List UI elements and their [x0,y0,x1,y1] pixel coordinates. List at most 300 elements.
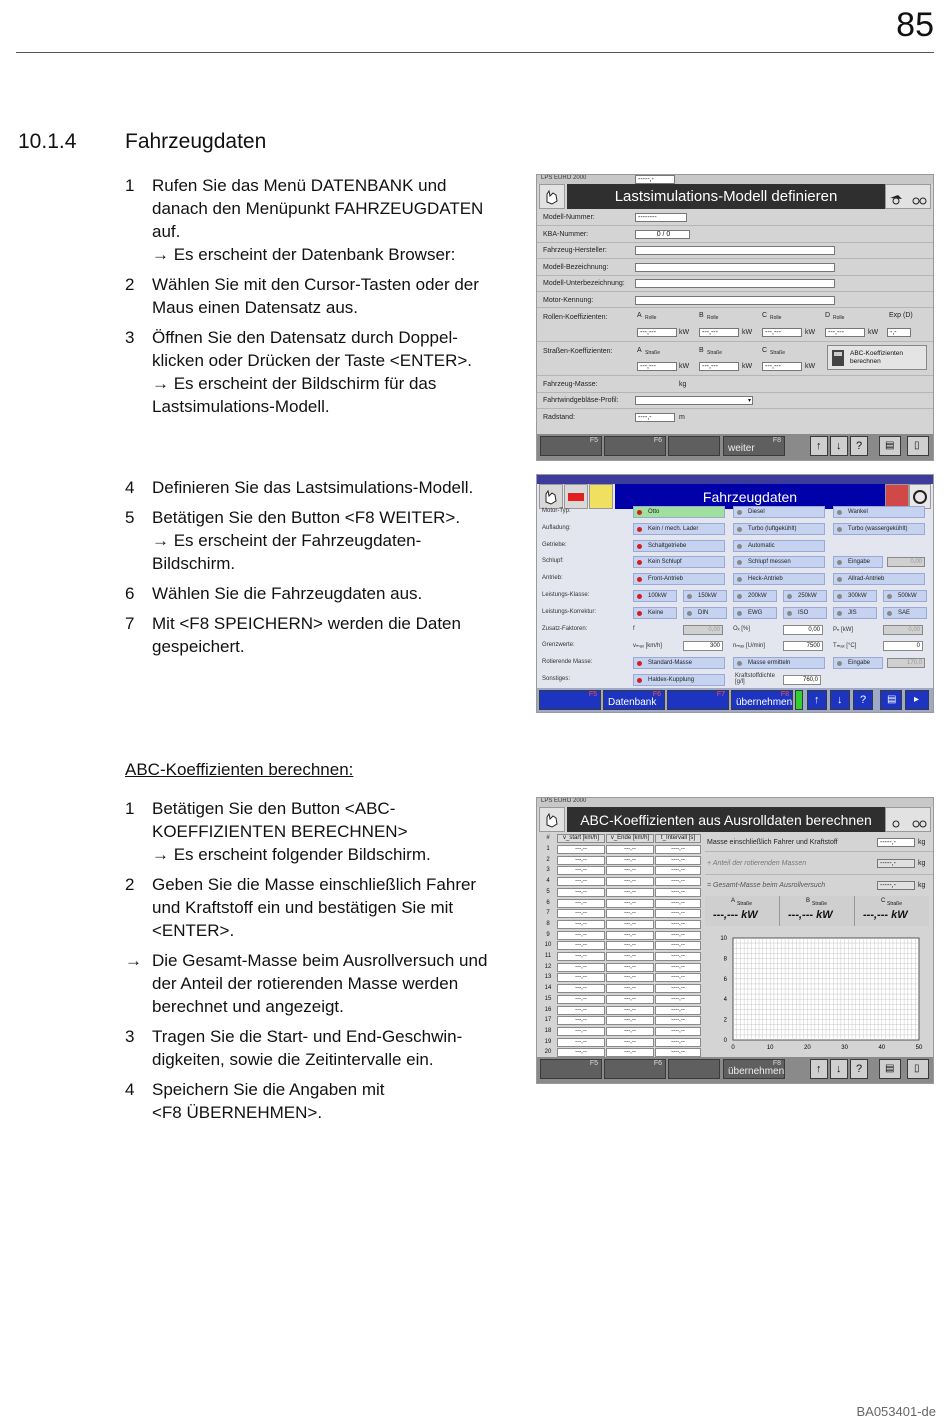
calculator-icon [831,349,845,367]
table-cell[interactable]: ----,-- [655,866,701,875]
option-label: Turbo (wassergekühlt) [848,525,908,532]
table-cell[interactable]: ----,-- [655,856,701,865]
arrow-down-icon[interactable]: ↓ [830,690,850,710]
param-label: Pₙ [kW] [833,626,854,633]
step-item [125,326,520,418]
vehicle-red-icon[interactable] [564,484,588,509]
unit: kW [868,329,879,336]
coef-sub: Straße [812,901,828,907]
unit: kW [679,329,690,336]
option-1-2[interactable] [833,523,925,535]
hersteller-field[interactable] [635,246,835,255]
f5-key[interactable]: F5 [540,436,602,456]
option-0-2[interactable] [833,506,925,518]
row-number: 9 [546,931,550,938]
param-field[interactable]: 0 [883,641,923,651]
table-cell[interactable]: ----,-- [655,909,701,918]
option-4-1[interactable] [733,573,825,585]
step-number: 6 [125,584,135,603]
param-field[interactable]: 0,00 [683,625,723,635]
table-cell[interactable]: ---,-- [606,973,654,982]
unit: kW [742,329,753,336]
param-field[interactable]: 7500 [783,641,823,651]
coef-head: Exp (D) [889,312,913,319]
table-cell[interactable]: ----,-- [655,899,701,908]
radio-indicator [737,577,742,582]
step-item [125,174,520,266]
option-6-1[interactable] [683,607,727,619]
option-5-4[interactable] [833,590,877,602]
arrow-down-icon[interactable]: ↓ [830,1059,848,1079]
row-number: 7 [546,910,550,917]
help-icon[interactable]: ? [850,436,868,456]
x-tick-label: 10 [766,1045,774,1051]
table-cell[interactable]: ---,-- [606,1016,654,1025]
chart-icon[interactable] [589,484,613,509]
table-cell[interactable]: ---,-- [557,952,605,961]
uebernehmen-button[interactable]: F8 übernehmen [731,690,793,710]
row-number: 19 [544,1038,552,1045]
uebernehmen-button[interactable]: F8 übernehmen [723,1059,785,1079]
step-number: 2 [125,875,135,894]
option-5-5[interactable] [883,590,927,602]
option-label: 150kW [698,593,717,599]
step-number: 4 [125,1080,135,1099]
exp-d-field[interactable]: -,- [887,328,911,337]
option-6-0[interactable] [633,607,677,619]
field-label: Fahrzeug-Masse: [543,381,598,388]
vehicle-icon[interactable] [885,807,931,832]
coef-sub: Rolle [707,315,719,321]
radio-indicator [887,611,892,616]
table-cell[interactable]: ----,-- [655,845,701,854]
table-cell[interactable]: ---,-- [606,1038,654,1047]
rolle-b-field[interactable]: ---,--- [699,328,739,337]
hand-icon[interactable] [539,184,565,209]
section-title: Fahrzeugdaten [125,130,267,153]
print-icon[interactable]: ▤ [880,690,902,710]
radio-indicator [837,611,842,616]
table-cell[interactable]: ---,-- [557,1006,605,1015]
table-cell[interactable]: ----,-- [655,1016,701,1025]
step-number: 2 [125,275,135,294]
exit-icon[interactable]: ▯ [907,1059,929,1079]
unit: kg [918,882,926,889]
table-cell[interactable]: ----,-- [655,995,701,1004]
option-label: Keine [648,609,664,616]
option-9-1[interactable] [733,657,825,669]
function-key-bar [537,688,933,712]
f5-key[interactable]: F5 [540,1059,602,1079]
motor-kennung-field[interactable] [635,296,835,305]
hand-icon[interactable] [539,807,565,832]
step-number: 3 [125,1027,135,1046]
radio-indicator [637,560,642,565]
table-cell[interactable]: ---,-- [606,963,654,972]
table-cell[interactable]: ---,-- [606,909,654,918]
radio-indicator [837,594,842,599]
option-6-5[interactable] [883,607,927,619]
option-label: Standard-Masse [648,660,693,667]
table-cell[interactable]: ----,-- [655,931,701,940]
radio-indicator [737,661,742,666]
field-label: Fahrtwindgebläse-Profil: [543,397,619,404]
table-cell[interactable]: ---,-- [557,984,605,993]
table-cell[interactable]: ---,-- [606,920,654,929]
field-label: Motor-Kennung: [543,297,594,304]
table-cell[interactable]: ---,-- [606,866,654,875]
radio-indicator [637,678,642,683]
table-cell[interactable]: ---,-- [606,1048,654,1057]
radio-indicator [787,611,792,616]
coef-head: A [637,347,642,354]
rolle-d-field[interactable]: ---,--- [825,328,865,337]
option-1-1[interactable] [733,523,825,535]
table-cell[interactable]: ----,-- [655,973,701,982]
table-cell[interactable]: ---,-- [557,995,605,1004]
option-5-1[interactable] [683,590,727,602]
table-cell[interactable]: ---,-- [557,856,605,865]
help-icon[interactable]: ? [850,1059,868,1079]
arrow-up-icon[interactable]: ↑ [810,1059,828,1079]
gesamt-masse-field: -----,- [877,881,915,890]
table-cell[interactable]: ---,-- [557,1016,605,1025]
radio-indicator [837,577,842,582]
coef-head: B [699,312,704,319]
f6-key[interactable]: F6 [604,1059,666,1079]
row-label: Motor-Typ: [542,508,571,514]
row-number: 11 [544,953,552,959]
option-2-0[interactable] [633,540,725,552]
chevron-down-icon: ▾ [747,398,751,404]
hand-icon[interactable] [539,484,563,509]
table-cell[interactable]: ---,-- [606,856,654,865]
table-cell[interactable]: ---,-- [606,995,654,1004]
option-label: Schaltgetriebe [648,542,687,549]
strasse-c-field[interactable]: ---,--- [762,362,802,371]
table-cell[interactable]: ---,-- [557,1048,605,1057]
table-cell[interactable]: ---,-- [557,941,605,950]
option-6-4[interactable] [833,607,877,619]
unit: kW [679,363,690,370]
step-item [125,506,520,575]
x-tick-label: 40 [878,1045,886,1051]
step-text: Öffnen Sie den Datensatz durch Doppel- klicken oder Drücken der Taste <ENTER>. → Es erscheint der Bildschirm für das Lastsimulations-Modell. [152,328,472,416]
row-label: Rotierende Masse: [542,659,593,666]
field-label: KBA-Nummer: [543,231,589,238]
radio-indicator [637,544,642,549]
radio-indicator [737,594,742,599]
row-number: 6 [546,899,550,906]
row-number: 4 [546,878,550,885]
value-field[interactable]: 0,00 [887,557,925,567]
fahrzeug-masse-field[interactable]: -----,- [635,175,675,184]
row-number: 1 [546,846,550,852]
step-text: Die Gesamt-Masse beim Ausrollversuch und der Anteil der rotierenden Masse werden berechnet und angezeigt. [152,951,488,1016]
option-0-0[interactable] [633,506,725,518]
step-item [125,476,520,499]
table-cell[interactable]: ----,-- [655,984,701,993]
help-icon[interactable]: ? [853,690,873,710]
print-icon[interactable]: ▤ [879,436,901,456]
arrow-up-icon[interactable]: ↑ [810,436,828,456]
option-5-3[interactable] [783,590,827,602]
row-number: 13 [544,974,552,981]
table-cell[interactable]: ----,-- [655,1048,701,1057]
kba-nummer-field[interactable]: 0 / 0 [635,230,690,239]
param-field[interactable]: 0,00 [883,625,923,635]
table-cell[interactable]: ---,-- [606,888,654,897]
x-tick-label: 0 [731,1045,735,1051]
option-label: Haldex-Kupplung [648,677,695,683]
step-item [125,797,520,866]
coef-b-value: ---,--- kW [788,909,833,921]
section-number: 10.1.4 [18,130,77,153]
vehicle-icon[interactable] [885,184,931,209]
step-number: 4 [125,478,135,497]
option-label: EWG [748,609,763,616]
function-key-bar [537,1057,933,1083]
radio-indicator [837,661,842,666]
window-title: Fahrzeugdaten [615,484,885,509]
table-cell[interactable]: ---,-- [557,973,605,982]
param-field[interactable]: 300 [683,641,723,651]
print-icon[interactable]: ▤ [879,1059,901,1079]
table-cell[interactable]: ----,-- [655,888,701,897]
rollen-label: Rollen-Koeffizienten: [543,314,608,321]
coef-sub: Straße [645,350,661,356]
unit: kW [805,329,816,336]
option-label: Schlupf messen [748,559,791,566]
app-caption: LPS EURO 2000 [541,798,587,804]
row-number: 15 [544,995,552,1002]
step-text: Wählen Sie die Fahrzeugdaten aus. [152,584,423,603]
rolle-a-field[interactable]: ---,--- [637,328,677,337]
step-text: Definieren Sie das Lastsimulations-Modell. [152,478,474,497]
rolle-c-field[interactable]: ---,--- [762,328,802,337]
table-cell[interactable]: ---,-- [557,909,605,918]
strasse-b-field[interactable]: ---,--- [699,362,739,371]
coef-sub: Rolle [770,315,782,321]
radstand-field[interactable]: ----,- [635,413,675,422]
table-cell[interactable]: ---,-- [606,899,654,908]
ausroll-plot [705,930,929,1056]
table-cell[interactable]: ---,-- [606,984,654,993]
field-label: Modell-Bezeichnung: [543,264,609,271]
table-cell[interactable]: ----,-- [655,1038,701,1047]
field-label: Modell-Nummer: [543,214,595,221]
option-4-2[interactable] [833,573,925,585]
table-head: v_start [km/h] [557,834,605,843]
option-label: 100kW [648,593,667,599]
option-5-0[interactable] [633,590,677,602]
radio-indicator [637,661,642,666]
step-text: Betätigen Sie den Button <ABC- KOEFFIZIENTEN BERECHNEN> → Es erscheint folgender Bildschirm. [152,799,431,864]
step-number: 1 [125,799,135,818]
coef-sub: Rolle [833,315,845,321]
coef-sub: Straße [887,901,903,907]
window-title: ABC-Koeffizienten aus Ausrolldaten berechnen [567,807,885,832]
table-cell[interactable]: ---,-- [557,963,605,972]
coef-sub: Rolle [645,315,657,321]
row-number: 5 [546,888,550,895]
page-number: 85 [896,6,934,44]
modell-unterbezeichnung-field[interactable] [635,279,835,288]
steps-group-1 [125,174,520,425]
table-cell[interactable]: ---,-- [557,866,605,875]
arrow-up-icon[interactable]: ↑ [807,690,827,710]
radio-indicator [737,611,742,616]
exit-icon[interactable]: ▯ [907,436,929,456]
table-cell[interactable]: ---,-- [606,941,654,950]
radio-indicator [737,560,742,565]
x-tick-label: 20 [804,1045,811,1051]
step-item [125,273,520,319]
screenshot-abc-ausrolldaten [536,797,934,1084]
option-5-2[interactable] [733,590,777,602]
table-cell[interactable]: ---,-- [606,845,654,854]
option-label: 500kW [898,593,917,599]
option-label: Eingabe [848,559,871,566]
field-label: Fahrzeug-Hersteller: [543,247,607,254]
f6-key[interactable]: F6 [604,436,666,456]
row-number: 2 [546,856,550,863]
f5-key[interactable]: F5 [539,690,601,710]
table-cell[interactable]: ----,-- [655,920,701,929]
step-text: Speichern Sie die Angaben mit <F8 ÜBERNEHMEN>. [152,1080,385,1122]
param-field[interactable]: 0,00 [783,625,823,635]
table-head: t_Intervall [s] [655,834,701,843]
modell-bezeichnung-field[interactable] [635,263,835,272]
table-cell[interactable]: ---,-- [557,1038,605,1047]
step-item [125,582,520,605]
y-tick-label: 2 [723,1017,727,1024]
kraftstoffdichte-field[interactable]: 760,0 [783,675,821,685]
radio-indicator [637,527,642,532]
radio-indicator [737,544,742,549]
masse-fahrer-field[interactable]: -----,- [877,838,915,847]
abc-berechnen-button[interactable] [827,345,927,370]
param-label: nₘₐₓ [U/min] [733,643,765,650]
option-9-2[interactable] [833,657,883,669]
abc-button-label: ABC-Koeffizienten berechnen [850,350,903,365]
table-cell[interactable]: ---,-- [557,899,605,908]
param-label: Oₓ [%] [733,625,750,632]
row-label: Schlupf: [542,558,564,565]
row-label: Grenzwerte: [542,642,575,649]
table-cell[interactable]: ---,-- [606,877,654,886]
coef-head: B [806,898,811,904]
step-number: 1 [125,176,135,195]
radio-indicator [837,510,842,515]
app-caption: LPS EURO 2000 [541,175,587,181]
step-number: 3 [125,328,135,347]
table-head: v_Ende [km/h] [606,834,654,843]
coef-head: A [731,898,736,904]
table-cell[interactable]: ----,-- [655,1027,701,1036]
option-4-0[interactable] [633,573,725,585]
option-1-0[interactable] [633,523,725,535]
option-10-0[interactable] [633,674,725,686]
option-label: ISO [798,609,809,616]
y-tick-label: 8 [723,956,727,963]
table-cell[interactable]: ----,-- [655,952,701,961]
table-cell[interactable]: ---,-- [606,952,654,961]
modell-nummer-field[interactable]: -------- [635,213,687,222]
screenshot-fahrzeugdaten [536,474,934,713]
option-label: JIS [848,609,857,616]
footer-code: BA053401-de [856,1404,936,1419]
table-cell[interactable]: ----,-- [655,963,701,972]
row-number: 17 [544,1017,552,1024]
row-label: Getriebe: [542,541,567,548]
strasse-a-field[interactable]: ---,--- [637,362,677,371]
option-label: Otto [648,509,660,515]
function-key-bar [537,434,933,460]
option-label: Diesel [748,509,765,515]
f7-key[interactable]: F7 [667,690,729,710]
option-label: Turbo (luftgekühlt) [748,525,797,532]
datenbank-button[interactable]: F6 Datenbank [603,690,665,710]
option-label: 300kW [848,593,867,599]
f7-key[interactable] [668,1059,720,1079]
option-6-2[interactable] [733,607,777,619]
geblaese-profil-select[interactable] [635,396,753,405]
table-cell[interactable]: ---,-- [557,888,605,897]
option-label: Heck-Antrieb [748,576,783,583]
table-cell[interactable]: ---,-- [606,1006,654,1015]
radio-indicator [787,594,792,599]
coef-sub: Straße [737,901,753,907]
option-3-1[interactable] [733,556,825,568]
table-cell[interactable]: ---,-- [557,931,605,940]
step-text: Geben Sie die Masse einschließlich Fahrer und Kraftstoff ein und bestätigen Sie mit <ENTER>. [152,875,477,940]
table-cell[interactable]: ---,-- [606,1027,654,1036]
step-number: 5 [125,508,135,527]
abc-steps [125,797,520,1131]
unit: m [679,414,685,421]
table-cell[interactable]: ---,-- [557,920,605,929]
option-3-0[interactable] [633,556,725,568]
option-2-1[interactable] [733,540,825,552]
option-9-0[interactable] [633,657,725,669]
option-3-2[interactable] [833,556,883,568]
arrow-down-icon[interactable]: ↓ [830,436,848,456]
weiter-button[interactable]: F8 weiter [723,436,785,456]
step-text: Mit <F8 SPEICHERN> werden die Daten gespeichert. [152,614,461,656]
f7-key[interactable] [668,436,720,456]
radio-indicator [637,510,642,515]
option-label: Eingabe [848,660,871,667]
table-cell[interactable]: ---,-- [557,845,605,854]
coef-head: C [762,347,768,354]
table-cell[interactable]: ---,-- [606,931,654,940]
value-field[interactable]: 170,0 [887,658,925,668]
table-cell[interactable]: ----,-- [655,941,701,950]
table-cell[interactable]: ---,-- [557,877,605,886]
table-cell[interactable]: ----,-- [655,1006,701,1015]
option-6-3[interactable] [783,607,827,619]
option-label: DIN [698,609,709,616]
table-cell[interactable]: ---,-- [557,1027,605,1036]
option-0-1[interactable] [733,506,825,518]
header-rule [16,52,934,53]
x-tick-label: 30 [841,1045,848,1051]
radio-indicator [837,527,842,532]
radio-indicator [887,594,892,599]
table-cell[interactable]: ----,-- [655,877,701,886]
exit-icon[interactable]: ▸ [905,690,929,710]
